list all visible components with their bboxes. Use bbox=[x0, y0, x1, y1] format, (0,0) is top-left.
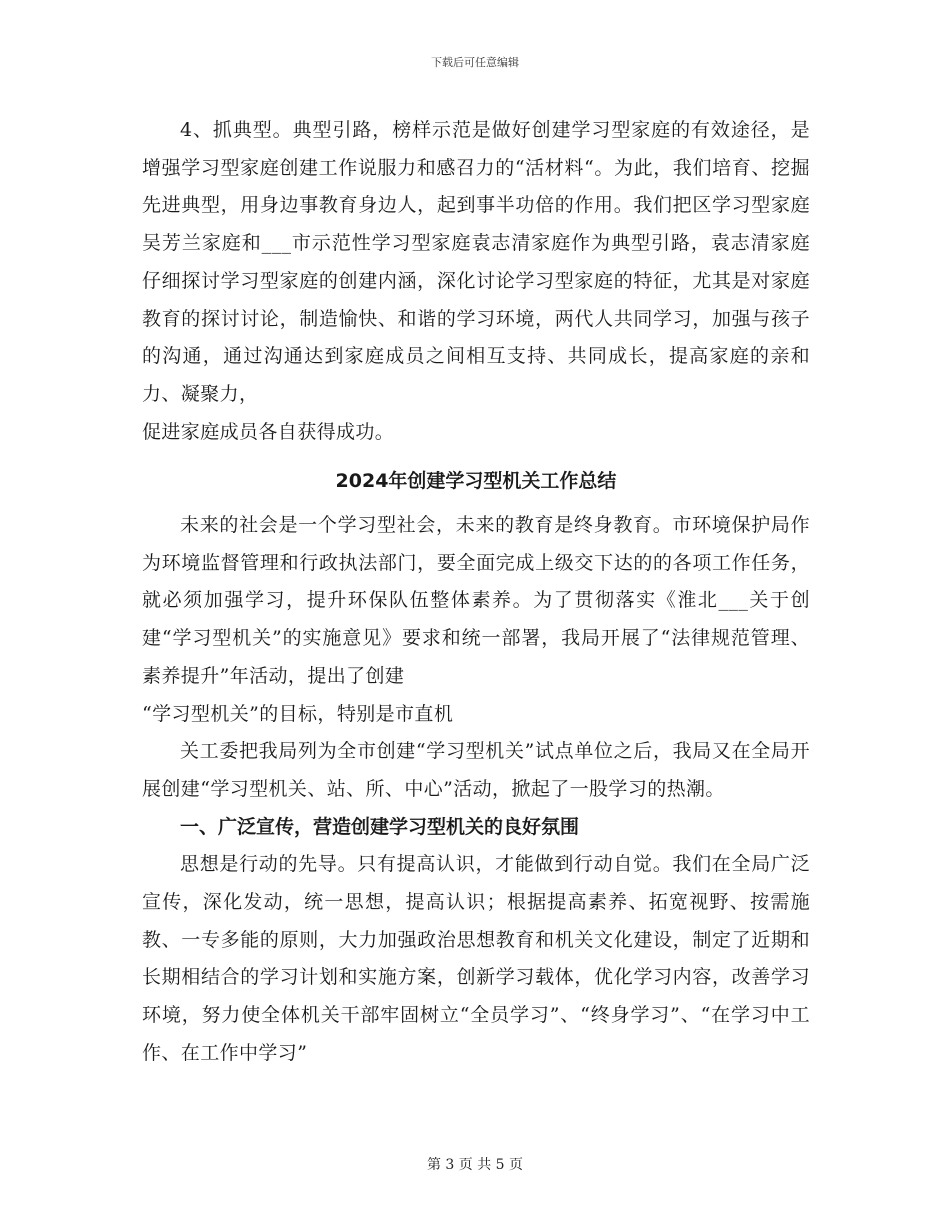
paragraph-pilot-unit: 关工委把我局列为全市创建“学习型机关”试点单位之后，我局又在全局开展创建“学习型机关、站、所、中心”活动，掀起了一股学习的热潮。 bbox=[142, 740, 810, 800]
paragraph-typical-examples: 4、抓典型。典型引路，榜样示范是做好创建学习型家庭的有效途径，是增强学习型家庭创建工作说服力和感召力的“活材料“。为此，我们培育、挖掘先进典型，用身边事教育身边人，起到事半功倍的作用。我们把区学习型家庭吴芳兰家庭和___市示范性学习型家庭袁志清家庭作为典型引路，袁志清家庭仔细探讨学习型家庭的创建内涵，深化讨论学习型家庭的特征，尤其是对家庭教育的探讨讨论，制造愉快、和谐的学习环境，两代人共同学习，加强与孩子的沟通，通过沟通达到家庭成员之间相互支持、共同成长，提高家庭的亲和力、凝聚力， bbox=[142, 119, 810, 405]
section-heading-publicity: 一、广泛宣传，营造创建学习型机关的良好氛围 bbox=[180, 815, 580, 838]
paragraph-intro-end: “学习型机关”的目标，特别是市直机 bbox=[142, 702, 454, 725]
document-body bbox=[142, 112, 810, 1073]
page-footer: 第 3 页 共 5 页 bbox=[426, 1157, 524, 1173]
paragraph-thinking: 思想是行动的先导。只有提高认识，才能做到行动自觉。我们在全局广泛宣传，深化发动，统一思想，提高认识；根据提高素养、拓宽视野、按需施教、一专多能的原则，大力加强政治思想教育和机关文化建设，制定了近期和长期相结合的学习计划和实施方案，创新学习载体，优化学习内容，改善学习环境，努力使全体机关干部牢固树立“全员学习”、“终身学习”、“在学习中工作、在工作中学习” bbox=[142, 853, 810, 1064]
paragraph-intro: 未来的社会是一个学习型社会，未来的教育是终身教育。市环境保护局作为环境监督管理和行政执法部门，要全面完成上级交下达的的各项工作任务，就必须加强学习，提升环保队伍整体素养。为了贯彻落实《淮北___关于创建“学习型机关”的实施意见》要求和统一部署，我局开展了“法律规范管理、素养提升”年活动，提出了创建 bbox=[142, 514, 810, 687]
page-header-note: 下载后可任意编辑 bbox=[431, 56, 519, 69]
paragraph-typical-examples-end: 促进家庭成员各自获得成功。 bbox=[142, 420, 395, 443]
document-title: 2024年创建学习型机关工作总结 bbox=[335, 470, 617, 493]
